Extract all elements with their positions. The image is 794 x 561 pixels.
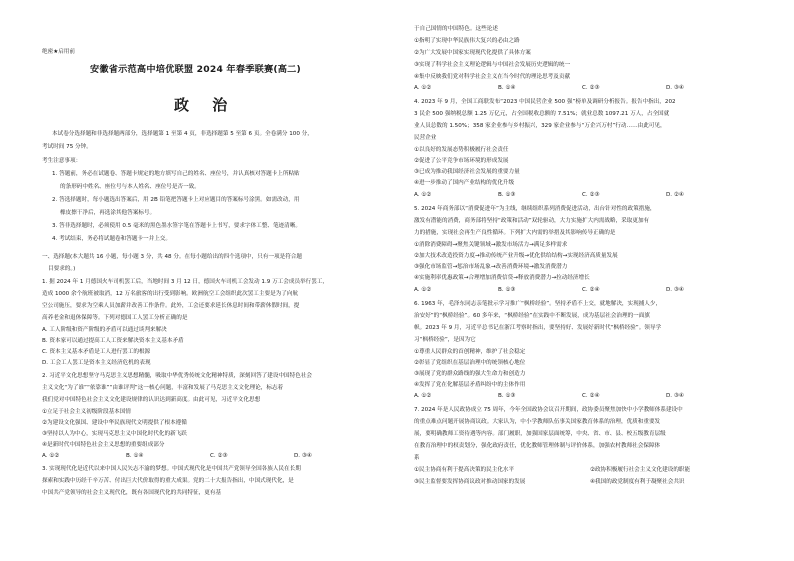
option: A. ①② — [414, 85, 432, 91]
question-stem: 探索和实践中历经千辛万苦、付出巨大代价取得的重大成果。党的二十大报告指出，中国式现代化，是 — [42, 478, 294, 484]
question-stem: 主义文化“为了谁”“依靠谁”“由谁评判”这一核心问题，丰富和发展了马克思主义文化理论，标志着 — [42, 385, 284, 391]
statement: ①尊重人民群众的首创精神，维护了社会稳定 — [414, 349, 526, 355]
question-stem: 4. 2023 年 9 月，全国工商联发布“2023 中国民营企业 500 强”榜单及调研分析报告。报告中指出，202 — [414, 99, 676, 105]
statement: ④集中反映我们党对科学社会主义在当今时代的理论思考及贡献 — [414, 74, 571, 80]
answer-choice: A. 工人阶级和资产阶级的矛盾可以通过谈判来解决 — [42, 327, 167, 333]
question-stem: 展，要明确教师工资待遇等内容。部门履职，加强国家层面统筹，中央、省、市、县、校五级教育层级 — [414, 431, 666, 437]
option: A. ①② — [414, 287, 432, 293]
option: C. ②③ — [582, 192, 600, 198]
answer-options — [414, 192, 750, 199]
statement: ④实施利率优惠政策→合理增加消费信贷→释放消费潜力→拉动经济增长 — [414, 275, 590, 281]
question-stem: 民营企业 — [414, 135, 437, 141]
question-stem: 造成 1000 余个航班被取消，12 万名旅客的出行受到影响。欧洲航空工会组织此次罢工主要是为了向航 — [42, 291, 299, 297]
option: B. ①③ — [498, 287, 516, 293]
option: D. ②④ — [666, 192, 684, 198]
statement: ②彰显了党组织在基层治理中的统领核心地位 — [414, 360, 526, 366]
question-stem: 空公司施压，要求为空乘人员加薪并改善工作条件。此外，工会还要求延长休息时间和带薪休假时间，提 — [42, 303, 300, 309]
notes-title: 考生注意事项： — [42, 158, 82, 164]
note-line: 的条形码中姓名、座位号与本人姓名、座位号是否一致。 — [60, 184, 200, 190]
question-stem: 习“枫桥经验”，是因为它 — [414, 337, 476, 343]
option: C. ②③ — [210, 453, 228, 459]
answer-choice: D. 工会工人罢工是资本主义经济危机的表现 — [42, 360, 151, 366]
section-instruction: 目要求的。) — [48, 266, 76, 272]
question-stem: 力的措施，实现社会再生产良性循环。下列扩大内需的举措及其影响传导正确的是 — [414, 230, 616, 236]
option: C. ②④ — [582, 393, 600, 399]
option: B. ①④ — [126, 453, 144, 459]
option: D. ③④ — [666, 85, 684, 91]
statement: ①民主协商有利于提高决策的民主化水平 — [414, 467, 515, 473]
statement: ③民主监督要发挥协商议政对推动国家的发展 — [414, 479, 526, 485]
subject-title: 政 治 — [174, 96, 237, 114]
option: A. ①② — [42, 453, 60, 459]
exam-title: 安徽省示范高中培优联盟 2024 年春季联赛(高二) — [90, 64, 301, 75]
option: C. ②④ — [582, 287, 600, 293]
question-stem: 6. 1963 年，毛泽东同志亲笔批示学习推广“枫桥经验”。坚持矛盾不上交，就地解决，实现捕人少， — [414, 301, 662, 307]
note-line: 2. 答选择题时，每小题选出答案后，用 2B 铅笔把答题卡上对应题目的答案标号涂黑。如需改动，用 — [52, 197, 300, 203]
note-line: 橡皮擦干净后，再选涂其他答案标号。 — [60, 210, 156, 216]
question-stem: 于自己国情的中国特色。这些论述 — [414, 26, 498, 32]
option: B. ①④ — [498, 85, 516, 91]
question-stem: 中国共产党领导的社会主义现代化，既有各国现代化的共同特征，更有基 — [42, 490, 222, 496]
statement: ②加大技术改造投资力度→推动传统产业升级→优化供给结构→实现经济高质量发展 — [414, 253, 618, 259]
answer-options — [414, 287, 750, 294]
option: D. ③④ — [294, 453, 312, 459]
answer-options — [414, 393, 750, 400]
question-stem: 3. 实现现代化是近代以来中国人民矢志不渝的梦想。中国式现代化是中国共产党领导全国各族人民在长期 — [42, 466, 301, 472]
answer-options — [414, 85, 750, 92]
note-line: 1. 答题前，务必在试题卷、答题卡规定的地方填写自己的姓名、座位号，并认真核对答题卡上所粘贴 — [52, 171, 300, 177]
question-stem: 1. 据 2024 年 1 月德国火车司机罢工后，当地时间 3 月 12 日，德国火车司机工会发动 1.9 万工会成员举行罢工， — [42, 279, 329, 285]
statement: ③坚持以人为中心，实现马克思主义中国化时代化的新飞跃 — [42, 431, 187, 437]
option: B. ①③ — [498, 393, 516, 399]
answer-choice: C. 资本主义基本矛盾是工人进行罢工的根源 — [42, 349, 151, 355]
question-stem: 业人员总数的 1.50%；358 家企业参与乡村振兴，329 家企业参与“万企兴万村”行动……由此可见， — [414, 123, 666, 129]
statement: ③强化市场监管→惩治市场乱象→改善消费环境→激发消费潜力 — [414, 264, 568, 270]
question-stem: 我们党对中国特色社会主义文化建设规律的认识达到新高度。由此可见，习近平文化思想 — [42, 397, 261, 403]
statement: ②为建设文化强国、建设中华民族现代文明提供了根本遵循 — [42, 420, 187, 426]
question-stem: 3 民企 500 强纳税总额 1.25 万亿元，占全国税收总额的 7.51%；就业总数 1097.21 万人，占全国就 — [414, 111, 670, 117]
statement: ④进一步推动了国内产业结构的优化升级 — [414, 180, 515, 186]
option: C. ②③ — [582, 85, 600, 91]
note-line: 4. 考试结束，务必将试题卷和答题卡一并上交。 — [52, 236, 171, 242]
statement: ④是新时代中国特色社会主义思想的重要组成部分 — [42, 442, 165, 448]
statement: ①指明了实现中华民族伟大复兴的必由之路 — [414, 38, 520, 44]
question-stem: 的重点难点问题开展协商议政。大家认为，中小学教师队伍事关国家教育体系的治理，优质和重要发 — [414, 419, 661, 425]
statement: ②为广大发展中国家实现现代化提供了具体方案 — [414, 50, 531, 56]
statement: ①消除消费障碍→聚焦关键领域→激发市场活力→满足多样需求 — [414, 242, 568, 248]
statement: ④发挥了党在化解基层矛盾纠纷中的主体作用 — [414, 382, 526, 388]
question-stem: 激发有潜能的消费，商务部将坚持“政策和活动”双轮驱动，大力实施扩大内需战略，采取更加有 — [414, 218, 650, 224]
question-stem: 帜。2023 年 9 月，习近平总书记在浙江考察时指出，要坚持好、发展好新时代“枫桥经验”。领导学 — [414, 325, 662, 331]
statement: ④我国的政党制度有利于凝聚社会共识 — [590, 479, 685, 485]
answer-options — [42, 453, 378, 460]
statement: ③已成为推动我国经济社会发展的重要力量 — [414, 169, 520, 175]
option: B. ①③ — [498, 192, 516, 198]
statement: ③展现了党的群众路线的强大生命力和创造力 — [414, 371, 526, 377]
statement: ①以良好的发展态势积极履行社会责任 — [414, 147, 509, 153]
statement: ②政协积极履行社会主义文化建设的职能 — [590, 467, 691, 473]
question-stem: 治安好”的“枫桥经验”。60 多年来，“枫桥经验”在实践中不断发展，成为基层社会治理的一面旗 — [414, 313, 650, 319]
question-stem: 2. 习近平文化思想坚守马克思主义思想精髓，吸取中华优秀传统文化精神特质，深刻回答了建设中国特色社会 — [42, 373, 313, 379]
question-stem: 5. 2024 年商务部以“消费促进年”为主线，继续组织系列消费促进活动，出台针对性的政策措施， — [414, 206, 656, 212]
answer-choice: B. 资本家可以通过提高工人工资来解决资本主义基本矛盾 — [42, 338, 184, 344]
option: D. ③④ — [666, 287, 684, 293]
option: A. ①② — [414, 192, 432, 198]
statement: ①立足于社会主义初级阶段基本国情 — [42, 409, 131, 415]
secret-label: 绝密★启用前 — [42, 49, 75, 55]
question-stem: 高养老金和退休保障等。下列对德国工人罢工分析正确的是 — [42, 315, 188, 321]
question-stem: 在教育治理中的权责划分，强化政府责任，优化教师管理体制与评价体系，加强农村教师社会保障体 — [414, 443, 661, 449]
question-stem: 7. 2024 年是人民政协成立 75 周年，今年全国政协会议召开期间，政协委员聚焦加快中小学教师体系建设中 — [414, 407, 683, 413]
option: D. ③④ — [666, 393, 684, 399]
intro-line: 考试时间 75 分钟。 — [42, 144, 92, 150]
section-instruction: 一、选择题(本大题共 16 小题，每小题 3 分，共 48 分。在每小题给出的四个选项中，只有一项是符合题 — [42, 254, 302, 260]
statement: ②促进了公平竞争市场环境的形成发展 — [414, 158, 509, 164]
note-line: 3. 答非选择题时，必须使用 0.5 毫米的黑色墨水签字笔在答题卡上书写，要求字体工整、笔迹清晰。 — [52, 223, 301, 229]
statement: ③实现了科学社会主义理论逻辑与中国社会发展历史逻辑的统一 — [414, 62, 571, 68]
intro-line: 本试卷分选择题和非选择题两部分，选择题第 1 至第 4 页，非选择题第 5 至第 6 页。全卷满分 100 分， — [52, 131, 313, 137]
option: A. ①② — [414, 393, 432, 399]
question-stem: 系 — [414, 455, 420, 461]
